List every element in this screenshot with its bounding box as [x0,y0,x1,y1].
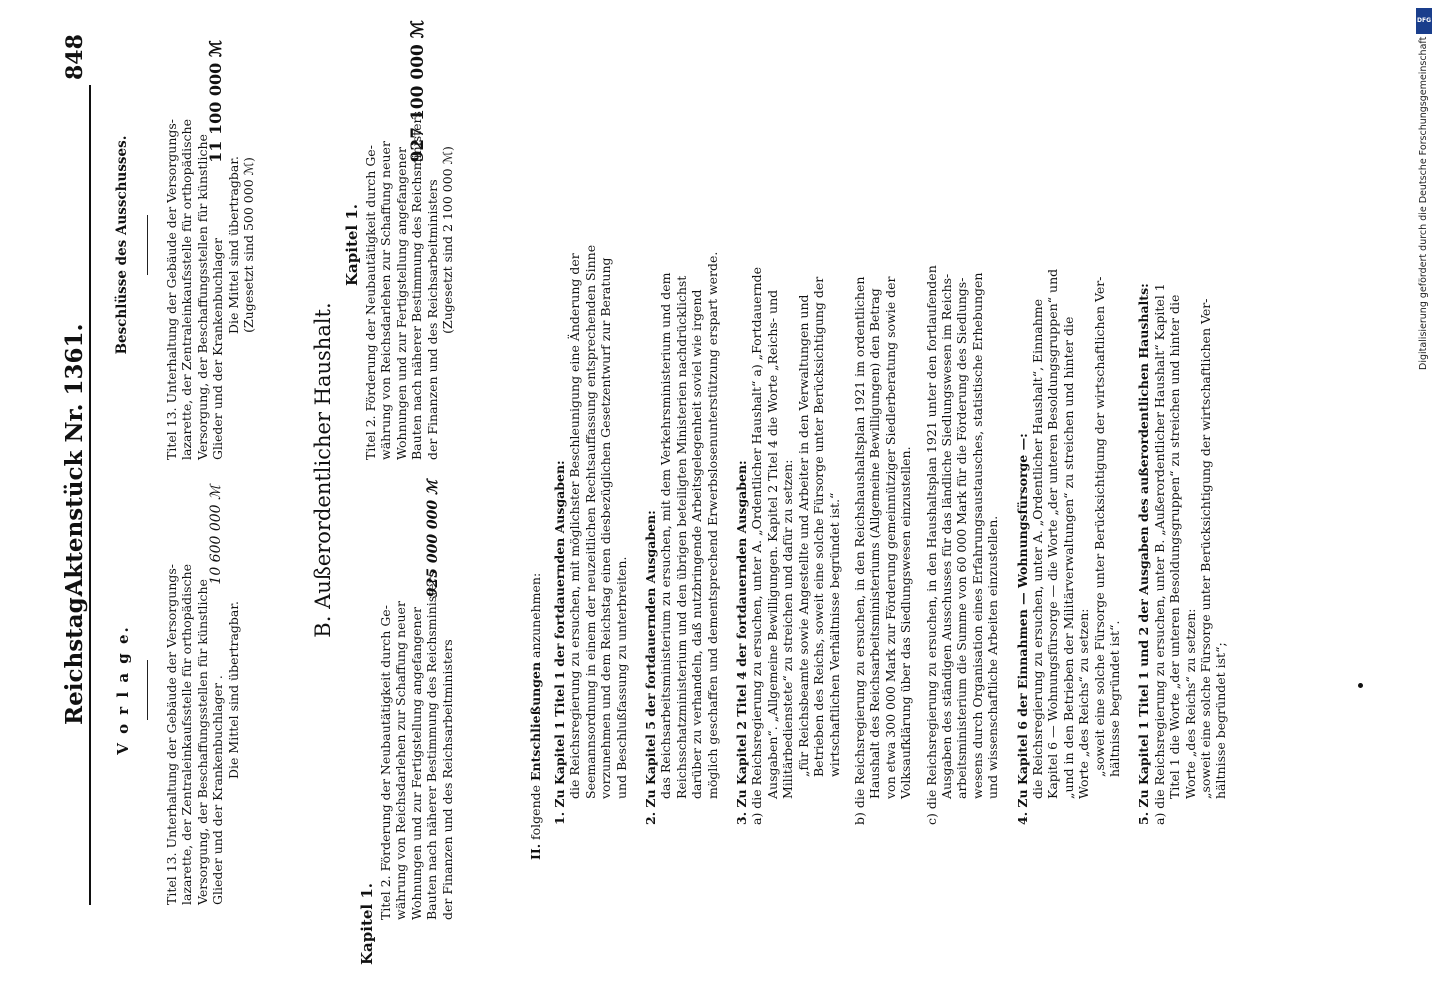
kapitel-right-added: (Zugesetzt sind 2 100 000 ℳ) [440,146,456,334]
beschluesse-amount: 11 100 000 ℳ [206,40,226,163]
header-rule [89,85,91,905]
resolution-2-heading: 2. Zu Kapitel 5 der fortdauernden Ausgaben: [643,510,659,825]
dfg-logo: DFG [1416,8,1432,34]
ink-dot [1358,683,1363,688]
vorlage-title: V o r l a g e. [114,625,132,755]
beschluesse-added: (Zugesetzt sind 500 000 ℳ) [241,157,257,333]
kapitel-right-text: Titel 2. Förderung der Neubautätigkeit durch Ge- währung von Reichsdarlehen zur Schaffung neuer Wohnungen und zur Fertigstellung angefangener Bauten nach näherer Bestimmung des Reichsministers der Finanzen und des Reichsarbeitministers 927 100 000 ℳ (Zugesetzt sind 2 100 000 ℳ) [363,20,456,460]
resolution-4-heading: 4. Zu Kapitel 6 der Einnahmen — Wohnungsfürsorge —: [1014,433,1030,825]
beschluesse-text: Titel 13. Unterhaltung der Gebäude der Versorgungs- lazarette, der Zentraleinkaufsstelle für orthopädische Versorgung, der Beschaffungsstellen für künstliche Glieder und der Krankenbuchlager 11 100 000 ℳ Die Mittel sind übertragbar. (Zugesetzt sind 500 000 ℳ) [164,30,256,460]
vorlage-text: Titel 13. Unterhaltung der Gebäude der Versorgungs- lazarette, der Zentraleinkaufsstelle für orthopädische Versorgung, der Beschaffungsstellen für künstliche Glieder und der Krankenbuchlager . 10 600 000 ℳ Die Mittel sind übertragbar. [164,475,241,905]
kapitel-right-amount: 927 100 000 ℳ [407,20,428,163]
resolution-1-heading: 1. Zu Kapitel 1 Titel 1 der fortdauernden Ausgaben: [552,460,567,825]
kapitel-left-amount: 925 000 000 ℳ [424,480,441,598]
kapitel-right-heading: Kapitel 1. [343,204,361,286]
beschluesse-note: Die Mittel sind übertragbar. [225,156,241,334]
kapitel-left-heading: Kapitel 1. [358,883,376,965]
vorlage-amount: 10 600 000 ℳ [208,485,225,585]
header-title: Aktenstück Nr. 1361. [61,323,88,597]
page-number: 848 [62,34,88,80]
vorlage-note: Die Mittel sind übertragbar. [225,601,241,779]
beschluesse-title: Beschlüsse des Ausschusses. [114,135,130,355]
section-b-heading: B. Außerordentlicher Haushalt. [311,302,335,638]
vorlage-title-rule [147,660,148,720]
resolution-3-heading: 3. Zu Kapitel 2 Titel 4 der fortdauernden Ausgaben: [734,460,750,825]
resolutions-list: 1. Zu Kapitel 1 Titel 1 der fortdauernden Ausgaben: die Reichsregierung zu ersuchen, mit möglichster Beschleunigung eine Änderung der Seemannsordnung in einem der neuzeitlichen Rechtsauffassung entsprechenden Sinne vorzunehmen und dem Reichstag einen diesbezüglichen Gesetzentwurf zur Beratung und Beschlußfassung zu unterbreiten. 2. Zu Kapitel 5 der fortdauernden Ausgaben: das Reichsarbeitsministerium zu ersuchen, mit dem Verkehrsministerium und dem Reichsschatzministerium und den übrigen beteiligten Ministerien nachdrücklichst darüber zu verhandeln, daß nutzbringende Arbeitsgelegenheit soviel wie irgend möglich geschaffen und dementsprechend Erwerbslosenunterstützung erspart werde. 3. Zu Kapitel 2 Titel 4 der fortdauernden Ausgaben: a) die Reichsregierung zu ersuchen, unter A. „Ordentlicher Haushalt“ a) „Fortdauernde Ausgaben“. „Allgemeine Bewilligungen. Kapitel 2 Titel 4 die Worte „Reichs- und Militärbedienstete“ zu streichen und dafür zu setzen: „für Reichsbeamte sowie Angestellte und Arbeiter in den Verwaltungen und Betrieben des Reichs, soweit eine solche Fürsorge unter Berücksichtigung der wirtschaftlichen Verhältnisse begründet ist.“ b) die Reichsregierung zu ersuchen, in den Reichshaushaltsplan 1921 im ordentlichen Haushalt des Reichsarbeitsministeriums (Allgemeine Bewilligungen) den Betrag von etwa 300 000 Mark zur Förderung gemeinnütziger Siedlerberatung sowie der Volksaufklärung über das Siedlungswesen einzustellen. c) die Reichsregierung zu ersuchen, in den Haushaltsplan 1921 unter den fortlaufenden Ausgaben des ständigen Ausschusses für das ländliche Siedlungswesen im Reichs- arbeitsministerium die Summe von 60 000 Mark für die Förderung des Siedlungs- wesens durch Organisation eines Erfahrungsaustausches, statistische Erhebungen und wissenschaftliche Arbeiten einzustellen. 4. Zu Kapitel 6 der Einnahmen — Wohnungsfürsorge —: die Reichsregierung zu ersuchen, unter A. „Ordentlicher Haushalt“, Einnahme Kapitel 6 — Wohnungsfürsorge — die Worte „der unteren Besoldungsgruppen“ und „und in den Betrieben der Militärverwaltungen“ zu streichen und hinter die Worte „des Reichs“ zu setzen: „soweit eine solche Fürsorge unter Berücksichtigung der wirtschaftlichen Ver- hältnisse begründet ist“. 5. Zu Kapitel 1 Titel 1 und 2 der Ausgaben des außerordentlichen Haushalts: a) die Reichsregierung zu ersuchen, unter B. „Außerordentlicher Haushalt“ Kapitel 1 Titel 1 die Worte „der unteren Besoldungsgruppen“ zu streichen und hinter die Worte „des Reichs“ zu setzen: „soweit eine solche Fürsorge unter Berücksichtigung der wirtschaftlichen Ver- hältnisse begründet ist“; [552,65,1229,825]
resolutions-heading: II. folgende Entschließungen anzunehmen: [528,572,543,860]
kapitel-left-text: Titel 2. Förderung der Neubautätigkeit durch Ge- währung von Reichsdarlehen zur Schaffung neuer Wohnungen und zur Fertigstellung angefangener Bauten nach näherer Bestimmung des Reichsministers der Finanzen und des Reichsarbeitministers 925 000 000 ℳ [378,480,455,920]
resolution-5-heading: 5. Zu Kapitel 1 Titel 1 und 2 der Ausgaben des außerordentlichen Haushalts: [1136,283,1152,825]
header-left: Reichstag. [61,589,88,725]
digitization-note: Digitalisierung gefördert durch die Deutsche Forschungsgemeinschaft [1418,36,1429,370]
beschluesse-title-rule [147,215,148,275]
